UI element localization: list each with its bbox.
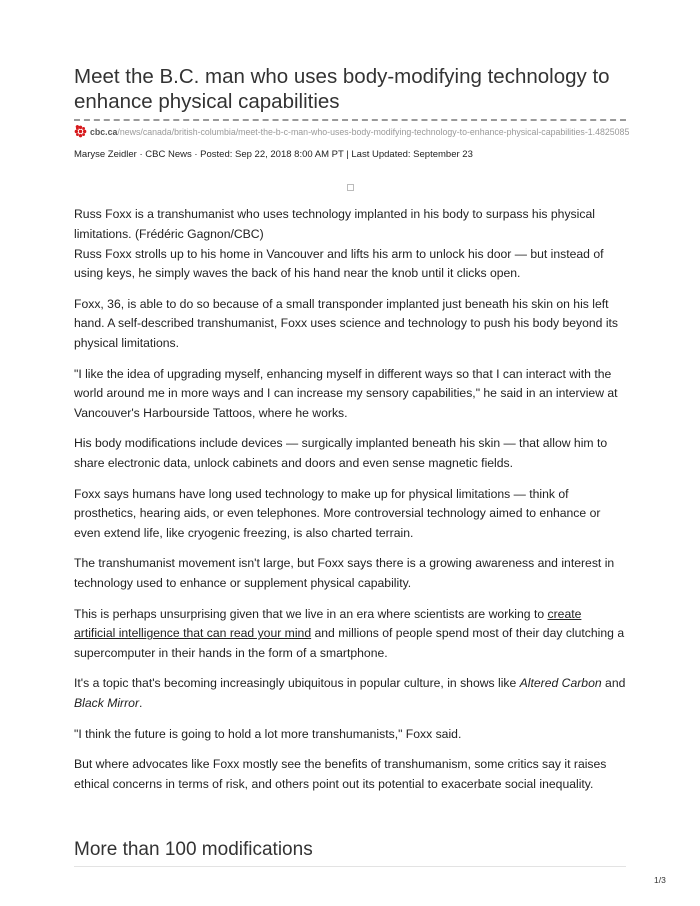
text-run: . xyxy=(139,696,143,711)
paragraph: The transhumanist movement isn't large, but Foxx says there is a growing awareness and interest in technology used to enhance or supplement physical capability. xyxy=(74,556,615,591)
source-path: /news/canada/british-columbia/meet-the-b-c-man-who-uses-body-modifying-technology-to-enhance-physical-capabilities-1.4825085 xyxy=(117,127,630,137)
article-title: Meet the B.C. man who uses body-modifying technology to enhance physical capabilities xyxy=(74,65,610,113)
paragraph: His body modifications include devices — surgically implanted beneath his skin — that allow him to share electronic data, unlock cabinets and doors and even sense magnetic fields. xyxy=(74,436,608,471)
paragraph-with-link xyxy=(74,605,626,664)
image-placeholder-icon xyxy=(347,184,354,191)
text-run: This is perhaps unsurprising given that we live in an era where scientists are working to xyxy=(74,606,548,621)
byline: Maryse Zeidler · CBC News · Posted: Sep 22, 2018 8:00 AM PT | Last Updated: September 23 xyxy=(74,149,473,160)
paragraph: "I think the future is going to hold a lot more transhumanists," Foxx said. xyxy=(74,726,462,741)
ai-mind-reading-link[interactable]: create artificial intelligence that can read your mind xyxy=(74,606,582,641)
show-title: Black Mirror xyxy=(74,696,140,711)
text-run: It's a topic that's becoming increasingly ubiquitous in popular culture, in shows like xyxy=(74,676,520,691)
text-run: and millions of people spend most of their day clutching a supercomputer in their hands in the form of a smartphone. xyxy=(74,626,625,661)
paragraph: "I like the idea of upgrading myself, enhancing myself in different ways so that I can interact with the world around me in more ways and I can increase my sensory capabilities," he said in an interview at Vancouver's Harbourside Tattoos, where he works. xyxy=(74,366,618,421)
section-heading: More than 100 modifications xyxy=(74,839,313,860)
show-title: Altered Carbon xyxy=(519,676,602,691)
paragraph: Russ Foxx strolls up to his home in Vancouver and lifts his arm to unlock his door — but instead of using keys, he simply waves the back of his hand near the knob until it clicks open. xyxy=(74,246,604,281)
image-caption: Russ Foxx is a transhumanist who uses technology implanted in his body to surpass his physical limitations. (Frédéric Gagnon/CBC) xyxy=(74,207,595,241)
text-run: and xyxy=(601,676,626,691)
paragraph: Foxx says humans have long used technology to make up for physical limitations — think of prosthetics, hearing aids, or even telephones. More controversial technology aimed to enhance or even extend life, like cryogenic freezing, is also charted terrain. xyxy=(74,486,601,541)
paragraph: Foxx, 36, is able to do so because of a small transponder implanted just beneath his skin on his left hand. A self-described transhumanist, Foxx uses science and technology to push his body beyond its physical limitations. xyxy=(74,296,619,351)
section-divider xyxy=(74,866,626,867)
page-number: 1/3 xyxy=(654,875,666,885)
source-url[interactable] xyxy=(74,125,634,139)
title-divider xyxy=(74,119,626,121)
paragraph-culture xyxy=(74,674,626,714)
source-domain: cbc.ca xyxy=(90,127,118,137)
paragraph: But where advocates like Foxx mostly see the benefits of transhumanism, some critics say it raises ethical concerns in terms of risk, and others point out its potential to exacerbate social inequality. xyxy=(74,756,607,791)
cbc-logo-icon xyxy=(74,125,87,138)
article-body xyxy=(74,205,626,805)
